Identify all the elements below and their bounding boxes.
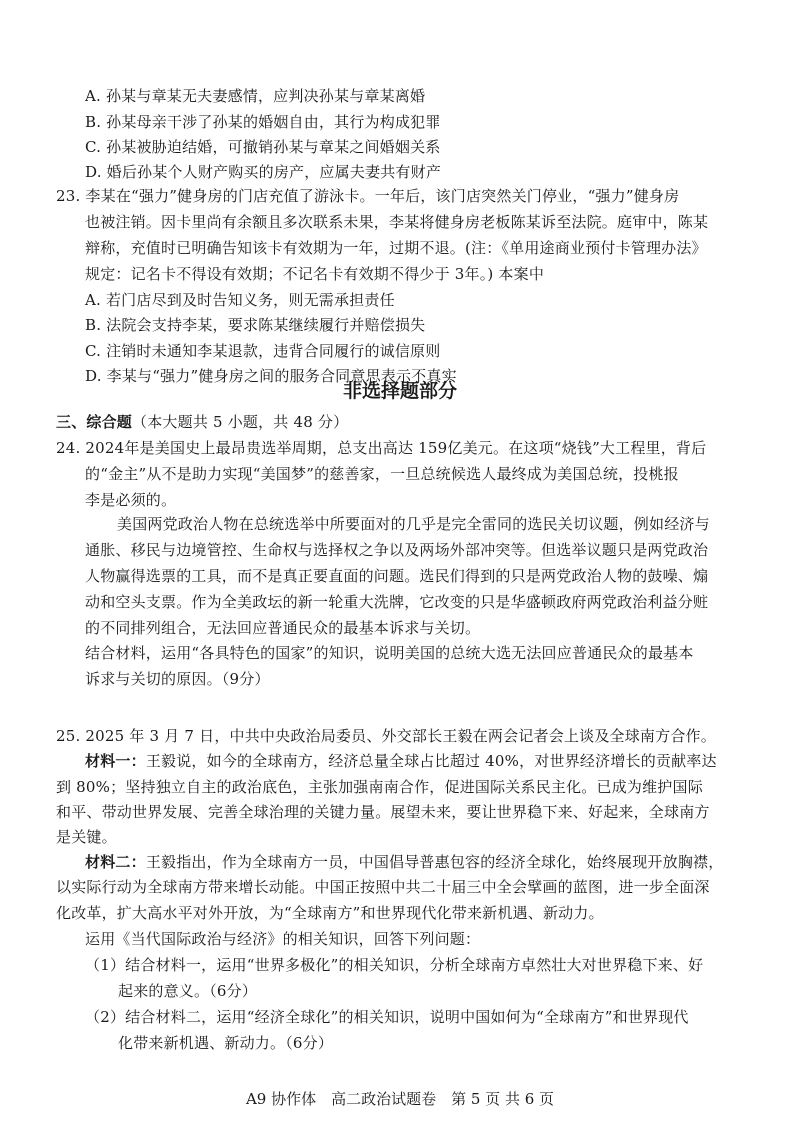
q25-material1-text: 王毅说，如今的全球南方，经济总量全球占比超过 40%，对世界经济增长的贡献率达 bbox=[145, 752, 717, 770]
q23-option-c: C. 注销时未通知李某退款，违背合同履行的诚信原则 bbox=[85, 342, 441, 360]
q24-line: 24. 2024年是美国史上最昂贵选举周期，总支出高达 159亿美元。在这项“烧钱”大工程里，背后 bbox=[56, 439, 707, 457]
q23-option-b: B. 法院会支持李某，要求陈某继续履行并赔偿损失 bbox=[85, 316, 426, 334]
q24-line: 动和空头支票。作为全美政坛的新一轮重大洗牌，它改变的只是华盛顿政府两党政治利益分赃 bbox=[85, 593, 709, 611]
q22-option-b: B. 孙某母亲干涉了孙某的婚姻自由，其行为构成犯罪 bbox=[85, 113, 441, 131]
q25-instruction: 运用《当代国际政治与经济》的相关知识，回答下列问题： bbox=[85, 930, 481, 948]
q25-material1-line bbox=[85, 751, 717, 771]
q25-material2-line: 化改革，扩大高水平对外开放，为“全球南方”和世界现代化带来新机遇、新动力。 bbox=[56, 904, 604, 922]
q25-material1-line: 到 80%；坚持独立自主的政治底色，主张加强南南合作，促进国际关系民主化。已成为维护国际 bbox=[56, 778, 703, 796]
q24-line: 的“金主”从不是助力实现“美国梦”的慈善家，一旦总统候选人最终成为美国总统，投桃报 bbox=[85, 465, 679, 483]
section3-label: 三、综合题 bbox=[56, 413, 133, 431]
q23-option-a: A. 若门店尽到及时告知义务，则无需承担责任 bbox=[85, 291, 395, 309]
q25-material2-line bbox=[85, 852, 723, 872]
q25-subquestion-line: 起来的意义。（6分） bbox=[118, 982, 258, 1000]
q22-option-c: C. 孙某被胁迫结婚，可撤销孙某与章某之间婚姻关系 bbox=[85, 138, 441, 156]
q22-option-d: D. 婚后孙某个人财产购买的房产，应属夫妻共有财产 bbox=[85, 163, 442, 181]
section3-heading bbox=[56, 412, 348, 432]
section3-note: （本大题共 5 小题，共 48 分） bbox=[132, 413, 349, 431]
q24-line: 结合材料，运用“各具特色的国家”的知识，说明美国的总统大选无法回应普通民众的最基本 bbox=[85, 644, 694, 662]
q25-material1-line: 是关键。 bbox=[56, 828, 117, 846]
q25-subquestion-line: 化带来新机遇、新动力。（6分） bbox=[118, 1034, 334, 1052]
q24-line: 的不同排列组合，无法回应普通民众的最基本诉求与关切。 bbox=[85, 619, 481, 637]
q25-subquestion-line: （1）结合材料一，运用“世界多极化”的相关知识，分析全球南方卓然壮大对世界稳下来、好 bbox=[85, 956, 704, 974]
q25-material2-line: 以实际行动为全球南方带来增长动能。中国正按照中共二十届三中全会擘画的蓝图，进一步全面深 bbox=[56, 878, 710, 896]
q24-line: 美国两党政治人物在总统选举中所要面对的几乎是完全雷同的选民关切议题，例如经济与 bbox=[117, 515, 710, 533]
section-title: 非选择题部分 bbox=[342, 380, 457, 402]
q24-line: 李是必须的。 bbox=[85, 491, 177, 509]
q23-option-d: D. 李某与“强力”健身房之间的服务合同意思表示不真实 bbox=[85, 367, 457, 385]
q22-option-a: A. 孙某与章某无夫妻感情，应判决孙某与章某离婚 bbox=[85, 87, 426, 105]
q24-line: 人物赢得选票的工具，而不是真正要直面的问题。选民们得到的只是两党政治人物的鼓噪、煽 bbox=[85, 567, 709, 585]
q23-stem-line: 23. 李某在“强力”健身房的门店充值了游泳卡。一年后，该门店突然关门停业，“强力”健身房 bbox=[56, 187, 680, 205]
q23-stem-line: 也被注销。因卡里尚有余额且多次联系未果，李某将健身房老板陈某诉至法院。庭审中，陈某 bbox=[85, 213, 709, 231]
q23-stem-line: 规定：记名卡不得设有效期；不记名卡有效期不得少于 3年。) 本案中 bbox=[85, 265, 545, 283]
q25-material1-label: 材料一： bbox=[85, 752, 146, 770]
q25-subquestion-line: （2）结合材料二，运用“经济全球化”的相关知识，说明中国如何为“全球南方”和世界现代 bbox=[85, 1008, 689, 1026]
q25-material2-label: 材料二： bbox=[85, 853, 146, 871]
q25-intro: 25. 2025 年 3 月 7 日，中共中央政治局委员、外交部长王毅在两会记者会上谈及全球南方合作。 bbox=[56, 727, 716, 745]
page-footer: A9 协作体 高二政治试题卷 第 5 页 共 6 页 bbox=[245, 1090, 555, 1108]
q24-line: 通胀、移民与边境管控、生命权与选择权之争以及两场外部冲突等。但选举议题只是两党政治 bbox=[85, 541, 709, 559]
q23-stem-line: 辩称，充值时已明确告知该卡有效期为一年，过期不退。(注：《单用途商业预付卡管理办法》 bbox=[85, 239, 707, 257]
q25-material1-line: 和平、带动世界发展、完善全球治理的关键力量。展望未来，要让世界稳下来、好起来，全球南方 bbox=[56, 803, 710, 821]
q24-line: 诉求与关切的原因。（9分） bbox=[85, 670, 270, 688]
q25-material2-text: 王毅指出，作为全球南方一员，中国倡导普惠包容的经济全球化，始终展现开放胸襟， bbox=[145, 853, 724, 871]
